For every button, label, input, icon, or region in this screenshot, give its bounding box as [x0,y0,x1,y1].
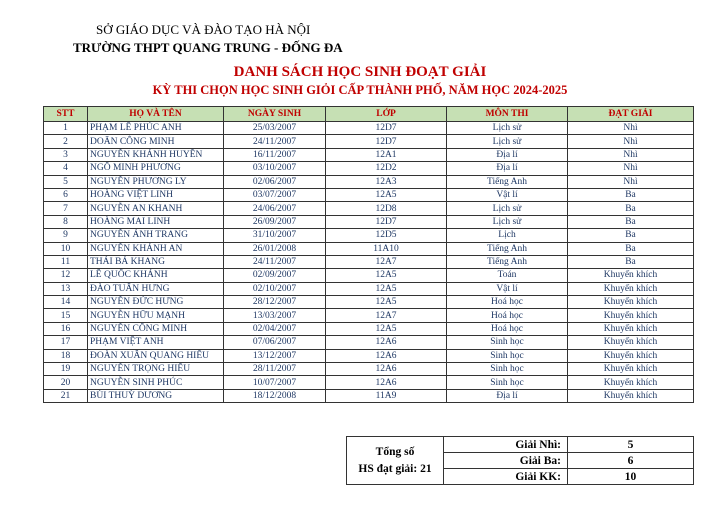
table-row [44,349,694,362]
class-cell: 12D7 [326,215,447,228]
summary-label-kk: Giải KK: [444,469,568,485]
dob-cell: 28/11/2007 [224,363,326,376]
award-cell: Ba [568,255,694,268]
stt-cell: 10 [44,242,88,255]
summary-value-ba: 6 [568,453,694,469]
name-cell: NGUYỄN ÁNH TRANG [88,229,224,242]
class-cell: 12A5 [326,296,447,309]
class-cell: 12A6 [326,336,447,349]
dob-cell: 16/11/2007 [224,148,326,161]
table-row [44,269,694,282]
school-name: TRƯỜNG THPT QUANG TRUNG - ĐỐNG ĐA [73,40,343,55]
name-cell: NGUYỄN AN KHANH [88,202,224,215]
name-cell: NGUYỄN SINH PHÚC [88,376,224,389]
col-header-stt: STT [44,107,88,122]
class-cell: 12D7 [326,122,447,135]
name-cell: BÙI THUỲ DƯƠNG [88,389,224,402]
class-cell: 12A5 [326,269,447,282]
award-cell: Nhì [568,135,694,148]
name-cell: LÊ QUỐC KHÁNH [88,269,224,282]
class-cell: 12A5 [326,282,447,295]
stt-cell: 16 [44,322,88,335]
dob-cell: 02/04/2007 [224,322,326,335]
stt-cell: 3 [44,148,88,161]
award-cell: Khuyến khích [568,349,694,362]
award-cell: Nhì [568,162,694,175]
class-cell: 12A5 [326,322,447,335]
stt-cell: 17 [44,336,88,349]
table-row [44,188,694,201]
subject-cell: Sinh học [447,363,568,376]
table-row [44,175,694,188]
class-cell: 12D7 [326,135,447,148]
col-header-class: LỚP [326,107,447,122]
subject-cell: Sinh học [447,336,568,349]
table-row [44,255,694,268]
table-row [44,148,694,161]
summary-total [347,437,444,485]
table-row [44,376,694,389]
summary-label-nhi: Giải Nhì: [444,437,568,453]
subject-cell: Lịch [447,229,568,242]
document-subtitle: KỲ THI CHỌN HỌC SINH GIỎI CẤP THÀNH PHỐ, NĂM HỌC 2024-2025 [152,83,568,97]
dob-cell: 10/07/2007 [224,376,326,389]
award-cell: Ba [568,202,694,215]
table-row [44,229,694,242]
award-cell: Ba [568,229,694,242]
dob-cell: 24/06/2007 [224,202,326,215]
name-cell: NGUYỄN CÔNG MINH [88,322,224,335]
table-row [44,309,694,322]
name-cell: NGUYỄN TRỌNG HIẾU [88,363,224,376]
table-header-row [44,107,694,122]
summary-total-count: HS đạt giải: 21 [358,462,432,475]
class-cell: 12D8 [326,202,447,215]
name-cell: DOÃN CÔNG MINH [88,135,224,148]
class-cell: 12A7 [326,255,447,268]
table-row [44,389,694,402]
table-row [44,202,694,215]
col-header-subject: MÔN THI [447,107,568,122]
table-row [44,282,694,295]
class-cell: 12A6 [326,376,447,389]
stt-cell: 9 [44,229,88,242]
class-cell: 12A6 [326,349,447,362]
dob-cell: 02/10/2007 [224,282,326,295]
dob-cell: 18/12/2008 [224,389,326,402]
award-cell: Ba [568,188,694,201]
summary-total-label: Tổng số [375,445,415,458]
subject-cell: Hoá học [447,309,568,322]
name-cell: NGUYỄN ĐỨC HƯNG [88,296,224,309]
summary-value-kk: 10 [568,469,694,485]
subject-cell: Địa lí [447,162,568,175]
class-cell: 12D2 [326,162,447,175]
table-row [44,296,694,309]
award-cell: Khuyến khích [568,376,694,389]
table-row [44,363,694,376]
table-row [44,336,694,349]
stt-cell: 21 [44,389,88,402]
subject-cell: Tiếng Anh [447,175,568,188]
award-cell: Nhì [568,122,694,135]
award-cell: Khuyến khích [568,282,694,295]
award-cell: Nhì [568,148,694,161]
award-cell: Ba [568,242,694,255]
subject-cell: Hoá học [447,296,568,309]
class-cell: 11A9 [326,389,447,402]
table-row [44,215,694,228]
award-cell: Khuyến khích [568,363,694,376]
name-cell: NGUYỄN KHÁNH AN [88,242,224,255]
name-cell: HOÀNG MAI LINH [88,215,224,228]
dob-cell: 24/11/2007 [224,255,326,268]
dob-cell: 03/07/2007 [224,188,326,201]
subject-cell: Toán [447,269,568,282]
col-header-dob: NGÀY SINH [224,107,326,122]
col-header-award: ĐẠT GIẢI [568,107,694,122]
subject-cell: Vật lí [447,188,568,201]
subject-cell: Lịch sử [447,122,568,135]
name-cell: PHẠM LÊ PHÚC ANH [88,122,224,135]
subject-cell: Lịch sử [447,135,568,148]
class-cell: 11A10 [326,242,447,255]
document-title: DANH SÁCH HỌC SINH ĐOẠT GIẢI [233,64,487,80]
award-cell: Khuyến khích [568,269,694,282]
award-cell: Khuyến khích [568,309,694,322]
stt-cell: 11 [44,255,88,268]
class-cell: 12D5 [326,229,447,242]
table-row [44,162,694,175]
class-cell: 12A6 [326,363,447,376]
stt-cell: 8 [44,215,88,228]
award-cell: Khuyến khích [568,389,694,402]
stt-cell: 13 [44,282,88,295]
name-cell: ĐÀO TUẤN HƯNG [88,282,224,295]
name-cell: HOÀNG VIỆT LINH [88,188,224,201]
name-cell: THÁI BÁ KHANG [88,255,224,268]
dob-cell: 13/12/2007 [224,349,326,362]
name-cell: PHẠM VIỆT ANH [88,336,224,349]
award-cell: Khuyến khích [568,322,694,335]
subject-cell: Địa lí [447,148,568,161]
table-row [44,122,694,135]
award-table [43,106,694,403]
dob-cell: 26/01/2008 [224,242,326,255]
stt-cell: 18 [44,349,88,362]
dob-cell: 26/09/2007 [224,215,326,228]
stt-cell: 2 [44,135,88,148]
dob-cell: 07/06/2007 [224,336,326,349]
stt-cell: 14 [44,296,88,309]
class-cell: 12A1 [326,148,447,161]
stt-cell: 6 [44,188,88,201]
subject-cell: Vật lí [447,282,568,295]
award-cell: Khuyến khích [568,296,694,309]
subject-cell: Sinh học [447,349,568,362]
subject-cell: Tiếng Anh [447,242,568,255]
subject-cell: Lịch sử [447,202,568,215]
stt-cell: 20 [44,376,88,389]
subject-cell: Sinh học [447,376,568,389]
dob-cell: 28/12/2007 [224,296,326,309]
subject-cell: Hoá học [447,322,568,335]
stt-cell: 4 [44,162,88,175]
dob-cell: 03/10/2007 [224,162,326,175]
class-cell: 12A5 [326,188,447,201]
col-header-name: HỌ VÀ TÊN [88,107,224,122]
stt-cell: 19 [44,363,88,376]
table-row [44,135,694,148]
dob-cell: 13/03/2007 [224,309,326,322]
award-cell: Nhì [568,175,694,188]
summary-label-ba: Giải Ba: [444,453,568,469]
dob-cell: 02/09/2007 [224,269,326,282]
subject-cell: Lịch sử [447,215,568,228]
department-name: SỞ GIÁO DỤC VÀ ĐÀO TẠO HÀ NỘI [96,22,311,37]
summary-table [346,436,694,485]
name-cell: NGÔ MINH PHƯƠNG [88,162,224,175]
name-cell: ĐOÀN XUÂN QUANG HIẾU [88,349,224,362]
dob-cell: 31/10/2007 [224,229,326,242]
subject-cell: Tiếng Anh [447,255,568,268]
name-cell: NGUYỄN PHƯƠNG LY [88,175,224,188]
table-row [44,322,694,335]
summary-value-nhi: 5 [568,437,694,453]
table-row [44,242,694,255]
dob-cell: 24/11/2007 [224,135,326,148]
stt-cell: 15 [44,309,88,322]
stt-cell: 12 [44,269,88,282]
class-cell: 12A3 [326,175,447,188]
dob-cell: 25/03/2007 [224,122,326,135]
award-cell: Khuyến khích [568,336,694,349]
class-cell: 12A7 [326,309,447,322]
award-cell: Ba [568,215,694,228]
stt-cell: 5 [44,175,88,188]
name-cell: NGUYỄN KHÁNH HUYỀN [88,148,224,161]
stt-cell: 7 [44,202,88,215]
name-cell: NGUYỄN HỮU MẠNH [88,309,224,322]
stt-cell: 1 [44,122,88,135]
subject-cell: Địa lí [447,389,568,402]
dob-cell: 02/06/2007 [224,175,326,188]
